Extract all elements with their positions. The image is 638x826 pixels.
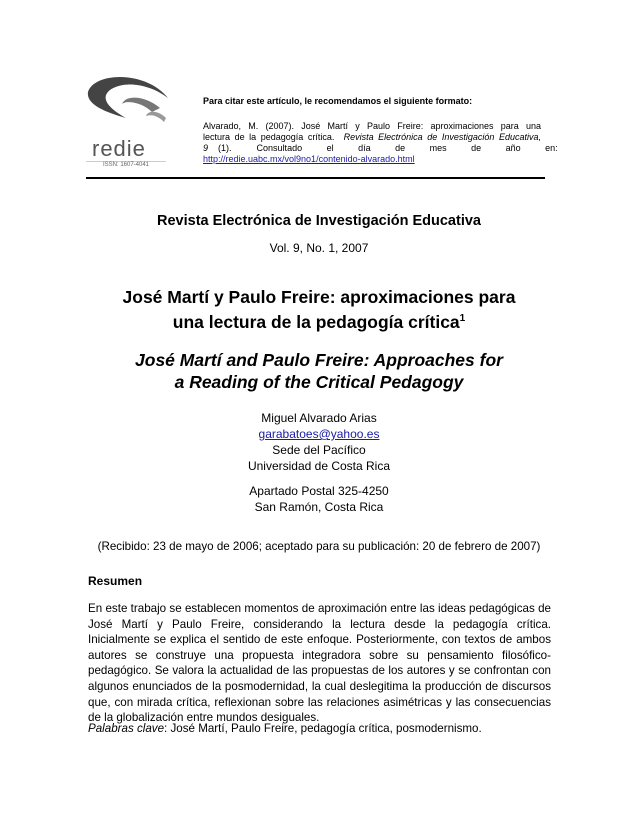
author-name: Miguel Alvarado Arias [261,411,377,425]
title-line: José Martí y Paulo Freire: aproximaciones para [122,287,516,307]
volume-info: Vol. 9, No. 1, 2007 [269,241,369,255]
author-university: Universidad de Costa Rica [247,459,391,473]
citation-block [203,121,558,165]
author-email-link[interactable]: garabatoes@yahoo.es [258,427,380,441]
abstract-line: algunos enunciados de la posmodernidad, la cual deslegitima la producción de discursos [88,679,551,693]
citation-line: 9 (1). Consultado el día de mes de año en: [203,143,558,153]
abstract-line: que, con mirada crítica, reflexionan sobre las relaciones asimétricas y las consecuencias [88,695,551,709]
author-address: Apartado Postal 325-4250 [249,484,389,498]
author-campus: Sede del Pacífico [272,443,366,457]
keywords-text: : José Martí, Paulo Freire, pedagogía crítica, posmodernismo. [164,722,482,735]
keywords-label: Palabras clave [88,722,165,735]
abstract-heading: Resumen [88,574,143,588]
logo-issn: ISSN: 1607-4041 [86,161,166,168]
footnote-mark[interactable]: 1 [459,313,466,324]
citation-heading: Para citar este artículo, le recomendamos el siguiente formato: [203,96,473,106]
abstract-line: autores se construye una propuesta integradora sobre su pensamiento filosófico- [88,648,551,662]
citation-line: lectura de la pedagogía crítica. Revista Electrónica de Investigación Educativa, [203,132,541,142]
citation-line: Alvarado, M. (2007). José Martí y Paulo Freire: aproximaciones para una [203,121,541,131]
header-rule [86,177,545,179]
title-line: a Reading of the Critical Pedagogy [174,372,464,392]
logo-swoosh-icon [86,74,172,134]
abstract-body [88,601,551,726]
title-line: José Martí and Paulo Freire: Approaches for [135,350,503,370]
title-english [0,349,638,393]
abstract-line: En este trabajo se establecen momentos de aproximación entre las ideas pedagógicas de [88,602,551,615]
logo-text: redie [92,136,146,161]
author-city: San Ramón, Costa Rica [254,500,384,514]
author-block [0,410,638,515]
abstract-line: José Martí y Paulo Freire, considerando la lectura desde la pedagogía crítica. [88,617,551,631]
received-dates: (Recibido: 23 de mayo de 2006; aceptado para su publicación: 20 de febrero de 2007) [97,540,541,553]
abstract-line: de la globalización entre mundos desiguales. [88,711,320,725]
citation-url-link[interactable]: http://redie.uabc.mx/vol9no1/contenido-alvarado.html [203,154,415,164]
title-line: una lectura de la pedagogía crítica$^1$ [172,311,466,332]
keywords [88,721,551,737]
abstract-line: Inicialmente se explica el sentido de este enfoque. Posteriormente, con textos de ambos [88,633,551,647]
abstract-line: pedagógico. Se valora la actualidad de las propuestas de los autores y se confrontan con [88,664,551,678]
journal-title: Revista Electrónica de Investigación Educativa [157,213,481,229]
redie-logo [86,74,172,168]
title-spanish [0,286,638,333]
